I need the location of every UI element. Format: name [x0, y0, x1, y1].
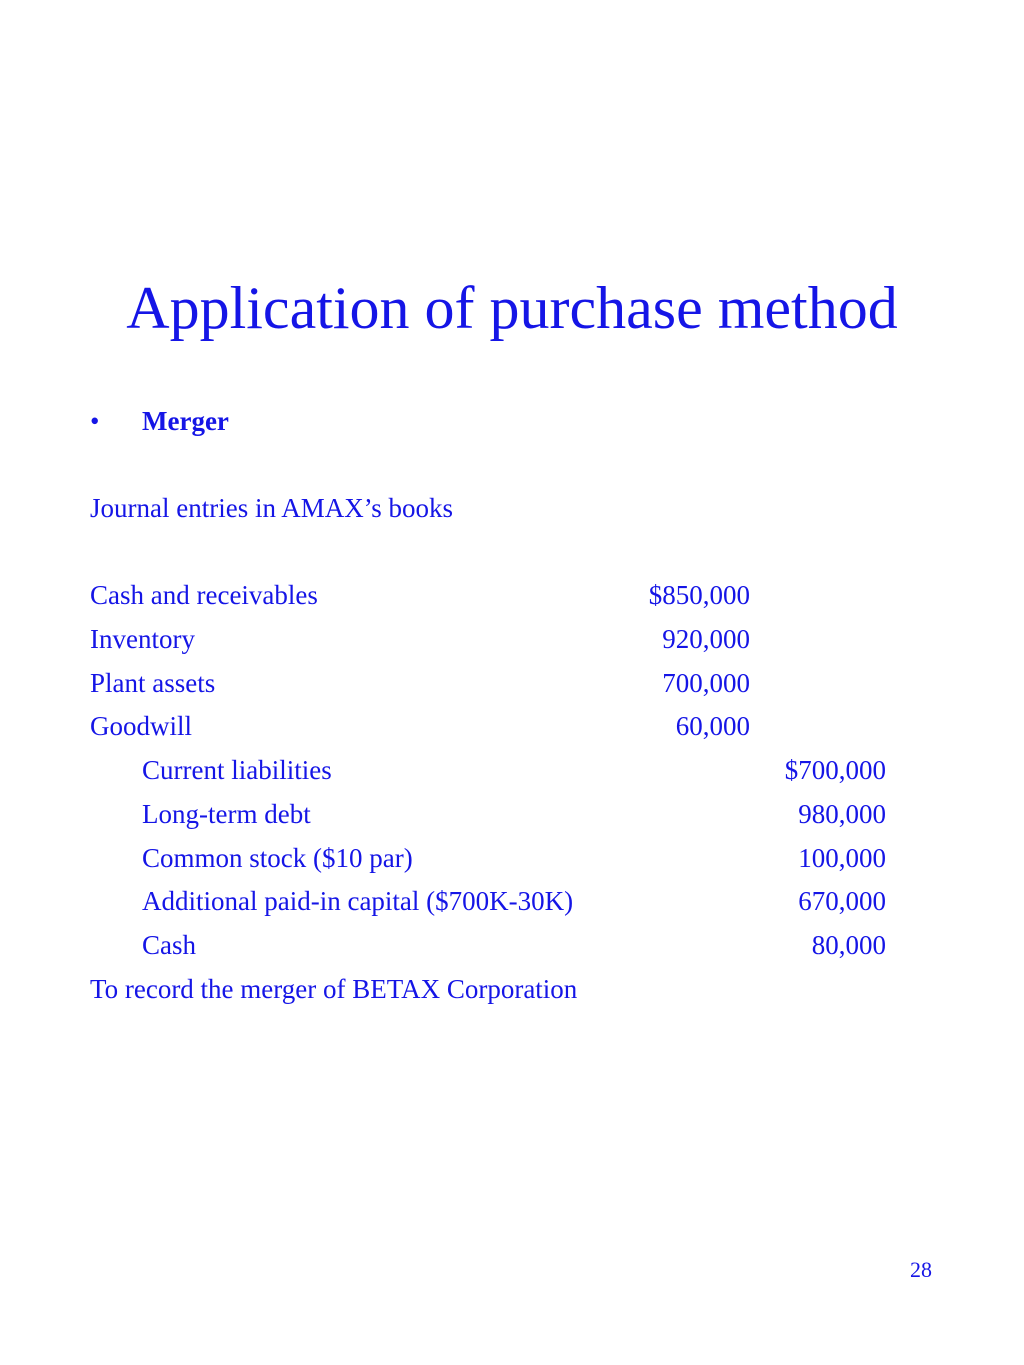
journal-credit-row — [0, 841, 1024, 881]
credit-amount: 670,000 — [798, 886, 886, 916]
debit-amount: 60,000 — [675, 711, 750, 741]
debit-account: Inventory — [90, 624, 195, 654]
journal-credit-row — [0, 753, 1024, 793]
credit-account: Current liabilities — [142, 755, 332, 785]
journal-credit-row — [0, 797, 1024, 837]
journal-debit-row — [0, 709, 1024, 749]
debit-account: Cash and receivables — [90, 580, 318, 610]
journal-memo: To record the merger of BETAX Corporation — [90, 974, 578, 1004]
journal-debit-row — [0, 666, 1024, 706]
debit-amount: $850,000 — [648, 580, 750, 610]
credit-account: Additional paid-in capital ($700K-30K) — [142, 886, 574, 916]
credit-amount: $700,000 — [784, 755, 886, 785]
bullet-icon: • — [90, 406, 100, 436]
credit-amount: 980,000 — [798, 799, 886, 829]
journal-subtitle: Journal entries in AMAX’s books — [90, 493, 453, 523]
journal-credit-row — [0, 928, 1024, 968]
debit-amount: 920,000 — [662, 624, 750, 654]
debit-account: Goodwill — [90, 711, 193, 741]
journal-credit-row — [0, 884, 1024, 924]
credit-account: Cash — [142, 930, 196, 960]
debit-amount: 700,000 — [662, 668, 750, 698]
page-number: 28 — [910, 1257, 932, 1282]
bullet-text: Merger — [142, 406, 229, 436]
credit-amount: 100,000 — [798, 843, 886, 873]
debit-account: Plant assets — [90, 668, 216, 698]
journal-debit-row — [0, 578, 1024, 618]
journal-debit-row — [0, 622, 1024, 662]
credit-account: Common stock ($10 par) — [142, 843, 413, 873]
credit-amount: 80,000 — [811, 930, 886, 960]
credit-account: Long-term debt — [142, 799, 311, 829]
slide-title: Application of purchase method — [126, 275, 898, 341]
